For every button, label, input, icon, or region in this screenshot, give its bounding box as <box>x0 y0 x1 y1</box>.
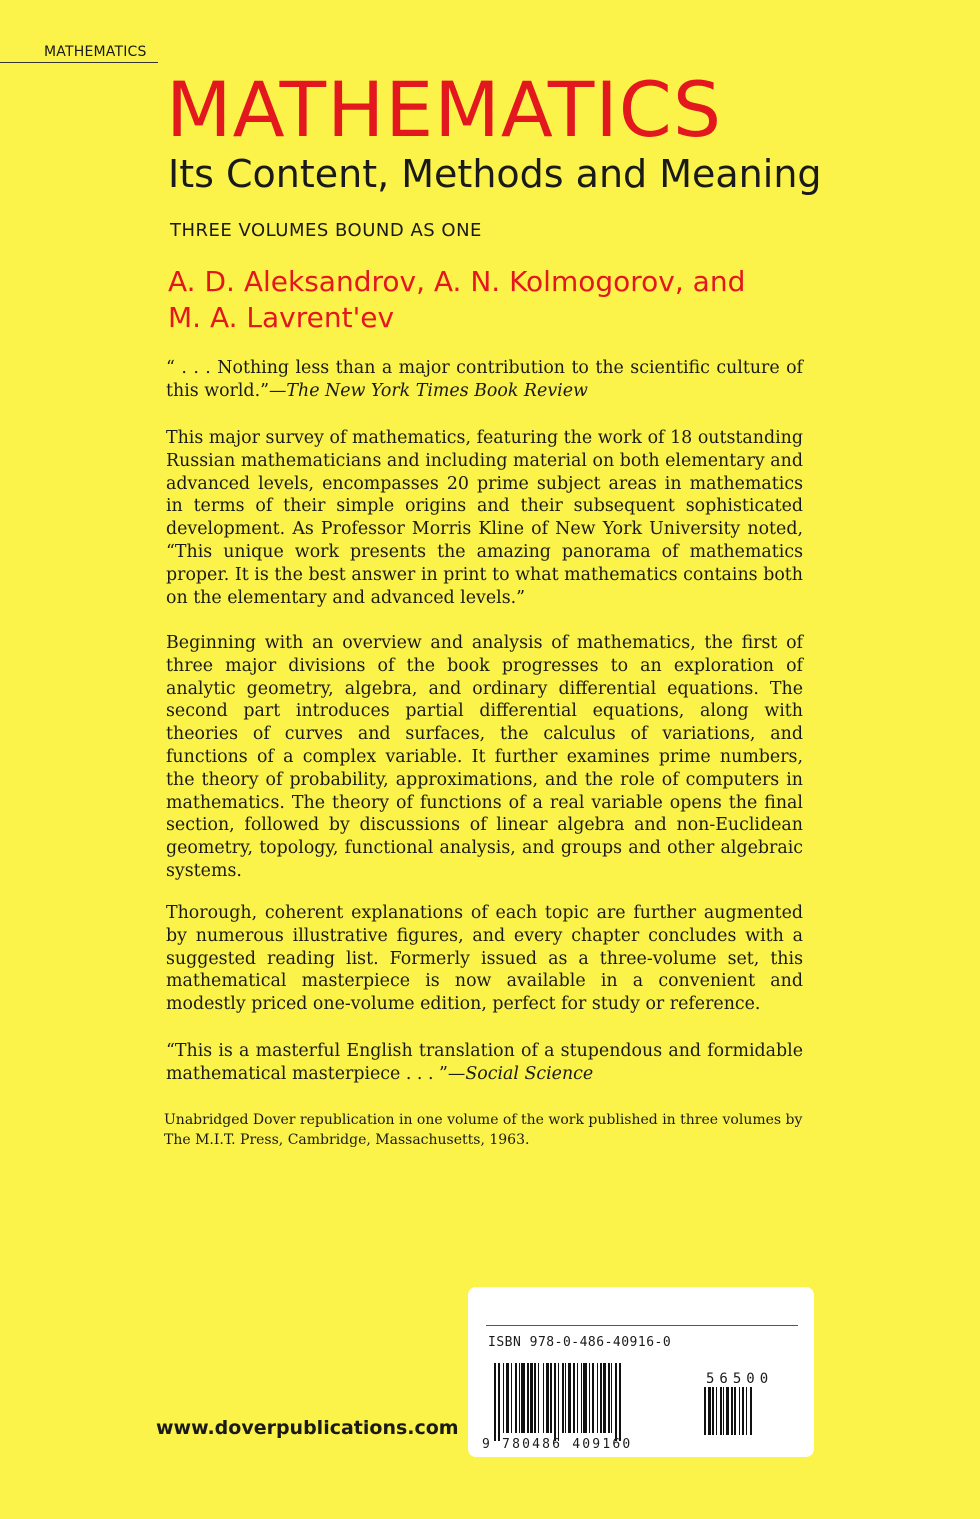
barcode-bar <box>527 1363 529 1433</box>
barcode-bar <box>704 1387 706 1435</box>
barcode-bar <box>600 1363 602 1433</box>
book-subtitle: Its Content, Methods and Meaning <box>168 152 822 196</box>
barcode-bar <box>565 1363 566 1433</box>
barcode-bar <box>608 1363 610 1433</box>
isbn-text: ISBN 978-0-486-40916-0 <box>488 1335 672 1350</box>
barcode-bar <box>543 1363 544 1433</box>
barcode-bar <box>734 1387 736 1435</box>
authors-line-2: M. A. Lavrent'ev <box>168 301 395 334</box>
barcode-bar <box>742 1387 744 1435</box>
barcode-bar <box>583 1363 587 1433</box>
barcode-bar <box>619 1363 621 1441</box>
barcode-bar <box>723 1387 724 1435</box>
barcode-bar <box>597 1363 598 1433</box>
barcode-bar <box>712 1387 714 1435</box>
description-paragraph-2: Beginning with an overview and analysis of mathematics, the first of three major divisions of the book progresses to an exploration of analytic geometry, algebra, and ordinary differential equations. The second part introduces partial differential equations, along with theories of curves and surfaces, the calculus of variations, and functions of a complex variable. It further examines prime numbers, the theory of probability, approximations, and the role of computers in mathematics. The theory of functions of a real variable opens the final section, followed by discussions of linear algebra and non-Euclidean geometry, topology, functional analysis, and groups and other algebraic systems. <box>166 633 803 881</box>
addon-barcode-bars <box>704 1387 794 1443</box>
category-label: MATHEMATICS <box>44 44 147 60</box>
barcode-bar <box>519 1363 520 1433</box>
barcode-bar <box>615 1363 617 1441</box>
barcode-bar <box>726 1387 729 1435</box>
barcode-bar <box>498 1363 500 1441</box>
barcode-bar <box>611 1363 612 1433</box>
price-addon-digits: 56500 <box>706 1371 774 1387</box>
category-rule <box>0 62 158 63</box>
barcode-bar <box>554 1363 556 1441</box>
authors-line-1: A. D. Aleksandrov, A. N. Kolmogorov, and <box>168 265 746 298</box>
barcode-bar <box>506 1363 509 1433</box>
review-quote-1 <box>166 357 803 403</box>
edition-note: THREE VOLUMES BOUND AS ONE <box>170 220 482 241</box>
publisher-website: www.doverpublications.com <box>156 1417 459 1439</box>
quote-2-source: Social Science <box>465 1063 594 1084</box>
description-paragraph-1: This major survey of mathematics, featuring the work of 18 outstanding Russian mathematicians and including material on both elementary and advanced levels, encompasses 20 prime subject areas in mathematics in terms of their simple origins and their subsequent sophisticated development. As Professor Morris Kline of New York University noted, “This unique work presents the amazing panorama of mathematics proper. It is the best answer in print to what mathematics contains both on the elementary and advanced levels.” <box>166 428 803 608</box>
barcode-bar <box>592 1363 594 1433</box>
barcode-bar <box>708 1387 711 1435</box>
barcode-bar <box>731 1387 733 1435</box>
authors <box>168 264 788 336</box>
barcode-bar <box>558 1363 559 1441</box>
barcode-bar <box>603 1363 606 1433</box>
barcode-bar <box>746 1387 747 1435</box>
quote-1-source: The New York Times Book Review <box>286 380 588 401</box>
barcode-bar <box>562 1363 564 1433</box>
ean-digits: 9 780486 409160 <box>482 1437 633 1452</box>
barcode-bar <box>494 1363 496 1441</box>
barcode-bar <box>581 1363 582 1433</box>
publication-note: Unabridged Dover republication in one volume of the work published in three volumes by The M.I.T. Press, Cambridge, Massachusetts, 1963. <box>164 1112 803 1148</box>
barcode-bar <box>511 1363 512 1433</box>
barcode-bar <box>546 1363 549 1433</box>
barcode-bar <box>750 1387 752 1435</box>
barcode-bar <box>577 1363 578 1433</box>
barcode-bar <box>573 1363 575 1433</box>
barcode-rule <box>486 1325 798 1326</box>
barcode-bar <box>530 1363 533 1433</box>
barcode-bar <box>739 1387 740 1435</box>
quote-2-text: “This is a masterful English translation of a stupendous and formidable mathematical masterpiece . . . ”— <box>166 1041 803 1084</box>
barcode-bar <box>589 1363 590 1433</box>
barcode-bar <box>568 1363 571 1433</box>
barcode-panel <box>468 1287 814 1457</box>
barcode-bar <box>550 1363 552 1433</box>
barcode-bar <box>534 1363 536 1433</box>
barcode-bar <box>503 1363 504 1433</box>
ean-barcode-bars <box>494 1363 684 1443</box>
barcode-bar <box>716 1387 717 1435</box>
barcode-bar <box>538 1363 539 1433</box>
description-paragraph-3: Thorough, coherent explanations of each topic are further augmented by numerous illustrative figures, and every chapter concludes with a suggested reading list. Formerly issued as a three-volume set, this mathematical masterpiece is now available in a convenient and modestly priced one-volume edition, perfect for study or reference. <box>166 903 803 1015</box>
quote-1-text: “ . . . Nothing less than a major contribution to the scientific culture of this world.”— <box>166 358 803 401</box>
review-quote-2 <box>166 1040 803 1086</box>
book-title: MATHEMATICS <box>166 65 723 154</box>
barcode-bar <box>515 1363 517 1433</box>
barcode-bar <box>521 1363 525 1433</box>
barcode-bar <box>720 1387 722 1435</box>
